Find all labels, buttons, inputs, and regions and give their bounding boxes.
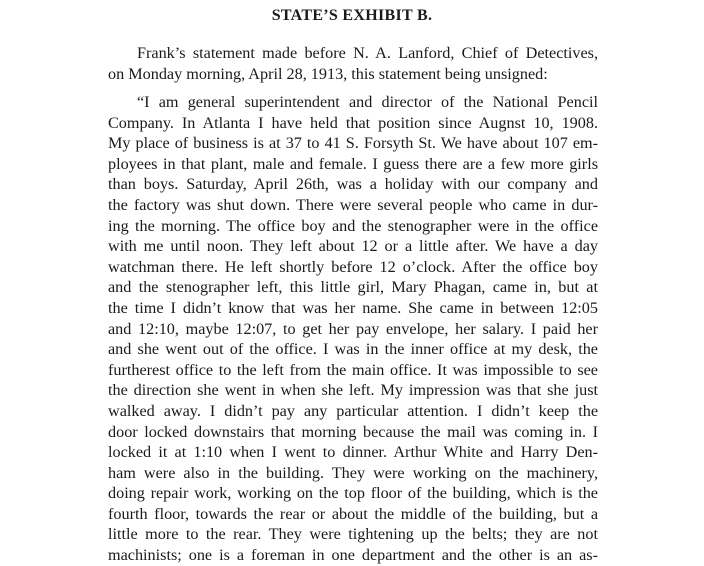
text-line: the direction she went in when she left. My impression was that she just: [108, 381, 598, 400]
statement-paragraph: [108, 92, 598, 566]
text-line: ing the morning. The office boy and the stenographer were in the office: [108, 216, 598, 235]
page-title: STATE’S EXHIBIT B.: [271, 7, 433, 24]
text-line: than boys. Saturday, April 26th, was a holiday with our company and: [108, 175, 598, 194]
text-line: “I am general superintendent and director of the National Pencil: [137, 93, 598, 111]
text-line: My place of business is at 37 to 41 S. Forsyth St. We have about 107 em-: [108, 134, 598, 153]
text-line: Frank’s statement made before N. A. Lanford, Chief of Detectives,: [137, 44, 598, 62]
text-line: on Monday morning, April 28, 1913, this statement being unsigned:: [108, 64, 548, 83]
text-line: ployees in that plant, male and female. I guess there are a few more girls: [108, 154, 598, 173]
text-line: and 12:10, maybe 12:07, to get her pay envelope, her salary. I paid her: [108, 319, 598, 338]
text-line: walked away. I didn’t pay any particular attention. I didn’t keep the: [108, 401, 598, 420]
text-line: locked it at 1:10 when I went to dinner. Arthur White and Harry Den-: [108, 443, 598, 462]
text-line: with me until noon. They left about 12 or a little after. We have a day: [108, 237, 598, 256]
text-line: little more to the rear. They were tightening up the belts; they are not: [108, 525, 598, 544]
text-line: machinists; one is a foreman in one department and the other is an as-: [108, 546, 598, 565]
intro-paragraph: [108, 43, 598, 84]
text-line: watchman there. He left shortly before 12 o’clock. After the office boy: [108, 257, 598, 276]
text-line: furtherest office to the left from the main office. It was impossible to see: [108, 360, 598, 379]
text-line: ham were also in the building. They were working on the machinery,: [108, 463, 598, 482]
text-line: doing repair work, working on the top floor of the building, which is the: [108, 484, 598, 503]
text-line: and the stenographer left, this little girl, Mary Phagan, came in, but at: [108, 278, 598, 297]
text-line: the time I didn’t know that was her name. She came in between 12:05: [108, 298, 598, 317]
text-line: fourth floor, towards the rear or about the middle of the building, but a: [108, 504, 598, 523]
text-line: and she went out of the office. I was in the inner office at my desk, the: [108, 340, 598, 359]
text-line: Company. In Atlanta I have held that position since Augnst 10, 1908.: [108, 113, 598, 132]
text-line: door locked downstairs that morning because the mail was coming in. I: [108, 422, 598, 441]
text-line: the factory was shut down. There were several people who came in dur-: [108, 195, 598, 214]
